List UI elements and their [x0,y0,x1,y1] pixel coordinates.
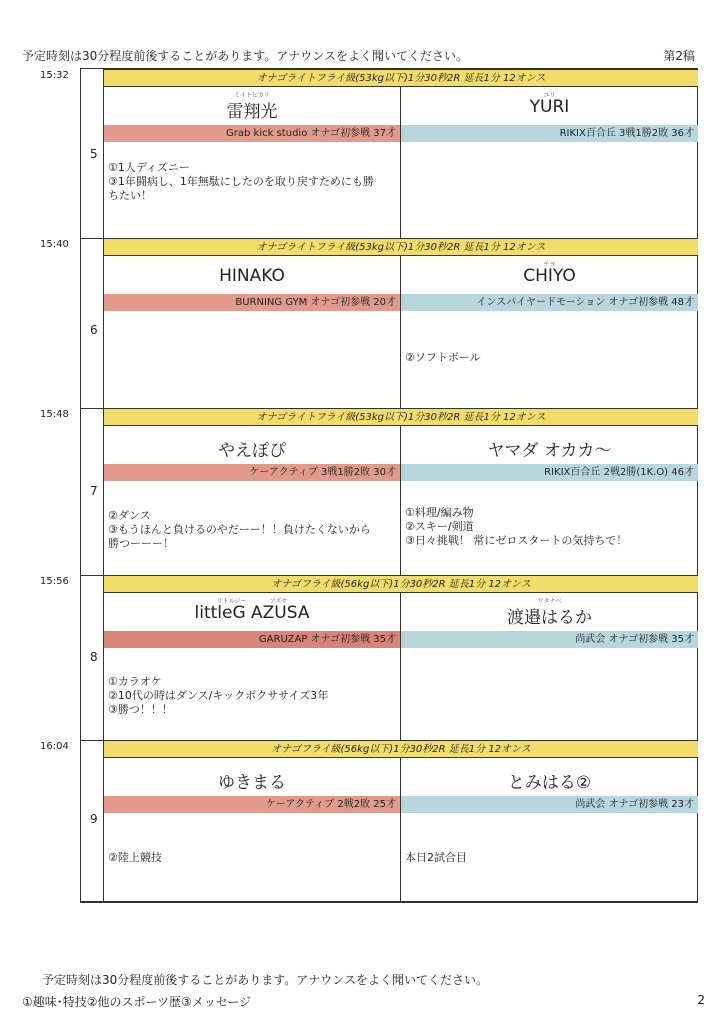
draft-label: 第2稿 [663,49,695,63]
page-number: 2 [697,993,705,1007]
fighter-name: ゆきまる [218,773,286,793]
red-corner-fighter [104,426,401,575]
profile-line: ③もうほんと負けるのやだーー！！負けたくないから [108,523,371,536]
profile-line: ①1人ディズニー [108,161,190,174]
fighter-name-area [104,426,400,464]
bout-number: 8 [90,650,98,664]
red-corner-fighter [104,758,401,902]
profile-line: ②スキー/剣道 [405,520,474,533]
red-corner-fighter [104,593,401,740]
bout-divider [80,902,698,903]
bout-time: 15:56 [40,576,69,587]
bout-block [80,408,698,575]
fighter-name-area [401,256,698,294]
bout-rule: オナゴフライ級(56kg以下)1分30秒2R 延長1分 12オンス [104,575,698,593]
bout-number: 9 [90,812,98,826]
fighter-furigana: ユリ [543,92,556,99]
bout-block [80,238,698,408]
fighter-name-area [401,758,698,796]
fighter-furigana: リトルジー アズサ [216,598,288,605]
fighter-info-bar: ケーアクティブ 2戦2敗 25才 [104,796,400,813]
fighter-name: YURI [529,97,570,117]
fighter-profile-notes [405,851,694,865]
profile-line: 勝つーーー！ [108,537,174,550]
fighter-profile-notes [108,675,396,717]
bout-rule: オナゴライトフライ級(53kg以下)1分30秒2R 延長1分 12オンス [104,408,698,426]
fighter-name-area [401,426,698,464]
fighter-name: やえぽぴ [218,441,286,461]
bout-time: 16:04 [40,741,69,752]
bout-rule: オナゴフライ級(56kg以下)1分30秒2R 延長1分 12オンス [104,740,698,758]
fighter-name-area [401,593,698,631]
fighter-name: 雷翔光 [226,102,278,122]
fighter-name-area [104,87,400,125]
footer-note: 予定時刻は30分程度前後することがあります。アナウンスをよく聞いてください。 [42,973,488,987]
profile-line: ③1年闘病し、1年無駄にしたのを取り戻すためにも勝 [108,175,374,188]
fighter-profile-notes [108,509,396,551]
profile-line: ③日々挑戦！ 常にゼロスタートの気持ちで！ [405,534,628,547]
profile-line: ②ソフトボール [405,351,481,364]
fighter-info-bar: BURNING GYM オナゴ初参戦 20才 [104,294,400,311]
fighter-name: ヤマダ オカカ～ [487,441,612,461]
fighter-name-area [104,593,400,631]
bout-rule: オナゴライトフライ級(53kg以下)1分30秒2R 延長1分 12オンス [104,69,698,87]
fighter-profile-notes [108,161,396,203]
fighter-furigana: チヨ [543,261,556,268]
bout-block [80,740,698,902]
bout-number: 6 [90,323,98,337]
profile-line: ①カラオケ [108,675,162,688]
fighter-furigana: ワタナベ [537,598,562,605]
fighter-info-bar: RIKIX百合丘 3戦1勝2敗 36才 [401,125,698,142]
fighter-name: littleG AZUSA [194,603,310,623]
fighter-info-bar: GARUZAP オナゴ初参戦 35才 [104,631,400,648]
fighter-info-bar: ケーアクティブ 3戦1勝2敗 30才 [104,464,400,481]
fighter-profile-notes [108,851,396,865]
blue-corner-fighter [401,593,698,740]
fighter-profile-notes [405,506,694,548]
profile-line: ②陸上競技 [108,851,162,864]
bout-rule: オナゴライトフライ級(53kg以下)1分30秒2R 延長1分 12オンス [104,238,698,256]
blue-corner-fighter [401,87,698,238]
bout-block [80,575,698,740]
fighter-profile-notes [405,351,694,365]
blue-corner-fighter [401,758,698,902]
fighter-name-area [104,758,400,796]
fighter-info-bar: Grab kick studio オナゴ初参戦 37才 [104,125,400,142]
profile-line: ②10代の時はダンス/キックボクササイズ3年 [108,689,329,702]
fighter-furigana: ミイトヒカリ [234,92,270,99]
header-note: 予定時刻は30分程度前後することがあります。アナウンスをよく聞いてください。 [22,49,468,63]
bout-time: 15:32 [40,70,69,81]
profile-line: ①料理/編み物 [405,506,474,519]
bout-number: 5 [90,147,98,161]
red-corner-fighter [104,256,401,408]
fighter-info-bar: 尚武会 オナゴ初参戦 35才 [401,631,698,648]
red-corner-fighter [104,87,401,238]
bout-number: 7 [90,484,98,498]
profile-line: 本日2試合目 [405,851,467,864]
footer-legend: ①趣味･特技②他のスポーツ歴③メッセージ [22,995,252,1009]
profile-line: ②ダンス [108,509,151,522]
blue-corner-fighter [401,426,698,575]
profile-line: ③勝つ！！！ [108,703,173,716]
fighter-info-bar: インスパイヤードモーション オナゴ初参戦 48才 [401,294,698,311]
bout-block [80,69,698,238]
fighter-name: 渡邉はるか [507,608,592,628]
bout-time: 15:48 [40,409,69,420]
fighter-name-area [401,87,698,125]
fighter-name: HINAKO [219,266,285,286]
blue-corner-fighter [401,256,698,408]
fighter-name-area [104,256,400,294]
profile-line: ちたい！ [108,189,152,202]
bout-time: 15:40 [40,239,69,250]
fighter-info-bar: 尚武会 オナゴ初参戦 23才 [401,796,698,813]
fighter-info-bar: RIKIX百合丘 2戦2勝(1K.O) 46才 [401,464,698,481]
fighter-name: CHIYO [523,266,576,286]
fighter-name: とみはる② [507,773,592,793]
